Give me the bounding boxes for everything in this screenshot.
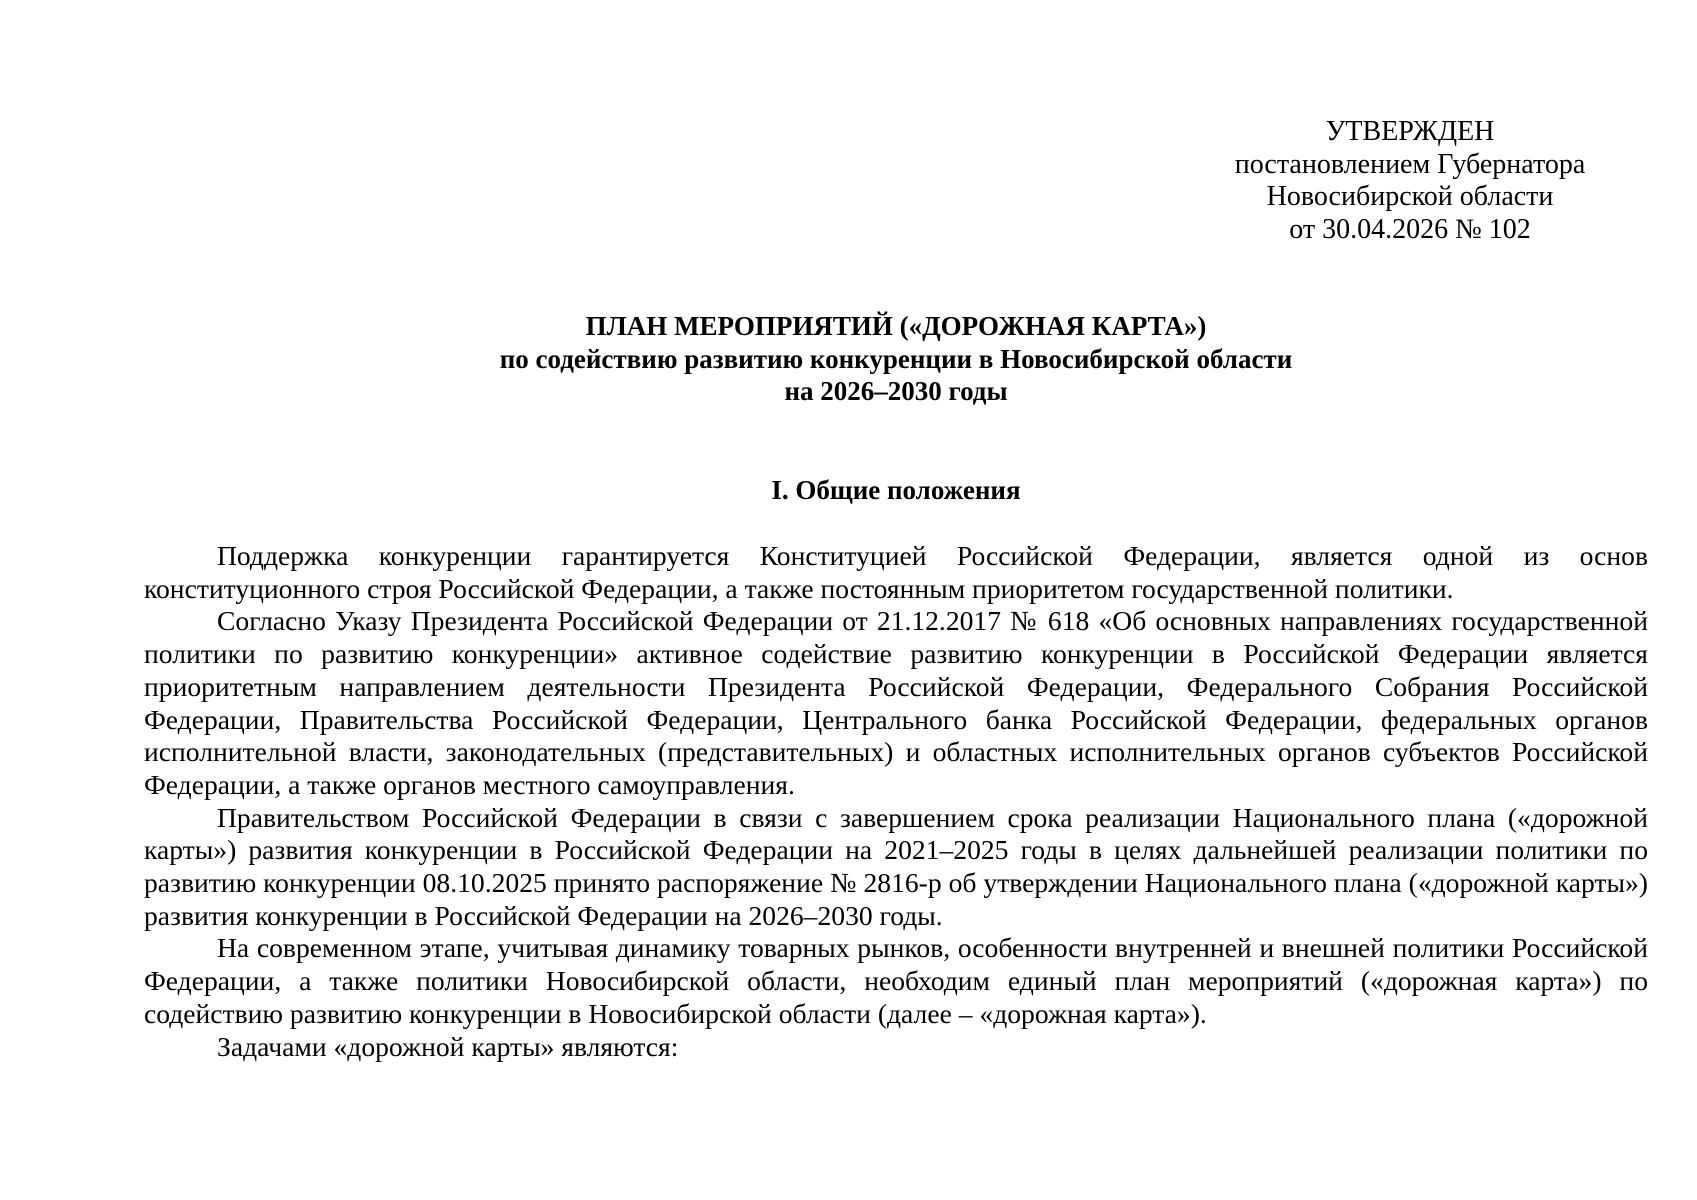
paragraph-5: Задачами «дорожной карты» являются: [217, 1030, 679, 1062]
paragraph-2: Согласно Указу Президента Российской Федерации от 21.12.2017 № 618 «Об основных направлениях государственной политики по развитию конкуренции» активное содействие развитию конкуренции в Российской Федерации является приоритетным направлением деятельности Президента Российской Федерации, Федерального Собрания Российской Федерации, Правительства Российской Федерации, Центрального банка Российской Федерации, федеральных органов исполнительной власти, законодательных (представительных) и областных исполнительных органов субъектов Российской Федерации, а также органов местного самоуправления. [144, 605, 1648, 800]
approval-title: УТВЕРЖДЕН [1325, 116, 1495, 147]
approval-date-number: от 30.04.2026 № 102 [1289, 213, 1531, 245]
title-line-3: на 2026–2030 годы [784, 376, 1008, 406]
title-line-2: по содействию развитию конкуренции в Новосибирской области [499, 343, 1293, 374]
approval-stamp [1180, 116, 1640, 246]
paragraph-1: Поддержка конкуренции гарантируется Конституцией Российской Федерации, является одной из основ конституционного строя Российской Федерации, а также постоянным приоритетом государственной политики. [144, 540, 1648, 604]
document-title [144, 310, 1648, 408]
paragraph-3: Правительством Российской Федерации в связи с завершением срока реализации Национального плана («дорожной карты») развития конкуренции в Российской Федерации на 2021–2025 годы в целях дальнейшей реализации политики по развитию конкуренции 08.10.2025 принято распоряжение № 2816-р об утверждении Национального плана («дорожной карты») развития конкуренции в Российской Федерации на 2026–2030 годы. [144, 801, 1648, 931]
body-text [144, 540, 1648, 1063]
paragraph-4: На современном этапе, учитывая динамику товарных рынков, особенности внутренней и внешней политики Российской Федерации, а также политики Новосибирской области, необходим единый план мероприятий («дорожная карта») по содействию развитию конкуренции в Новосибирской области (далее – «дорожная карта»). [144, 932, 1648, 1029]
title-line-1: ПЛАН МЕРОПРИЯТИЙ («ДОРОЖНАЯ КАРТА») [585, 311, 1207, 341]
approval-region: Новосибирской области [1266, 181, 1554, 212]
section-heading: I. Общие положения [771, 475, 1021, 505]
approval-decree: постановлением Губернатора [1234, 148, 1586, 180]
